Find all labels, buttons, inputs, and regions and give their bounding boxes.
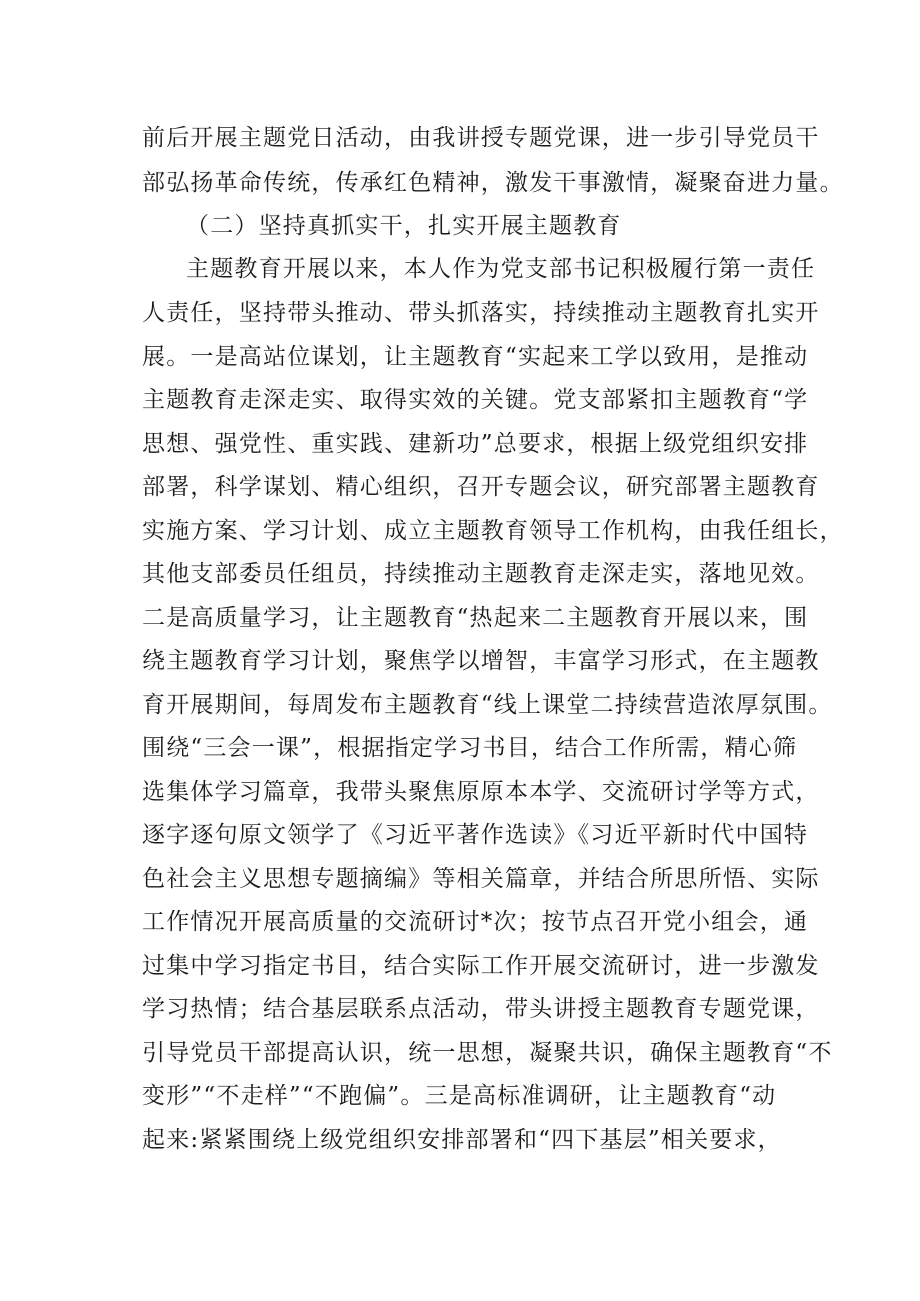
text-line: 部署，科学谋划、精心组织，召开专题会议，研究部署主题教育 [142,474,820,500]
text-line: 过集中学习指定书目，结合实际工作开展交流研讨，进一步激发 [142,953,820,979]
text-line: 主题教育走深走实、取得实效的关键。党支部紧扣主题教育“学 [142,387,809,413]
text-line: 变形”“不走样”“不跑偏”。三是高标准调研，让主题教育“动 [142,1083,777,1109]
text-line: 育开展期间，每周发布主题教育“线上课堂二持续营造浓厚氛围。 [142,692,833,718]
text-line: 展。一是高站位谋划，让主题教育“实起来工学以致用，是推动 [142,344,809,370]
text-line: 部弘扬革命传统，传承红色精神，激发干事激情，凝聚奋进力量。 [142,170,844,196]
paragraph-first-line: 主题教育开展以来，本人作为党支部书记积极履行第一责任 [186,256,816,282]
text-line: 引导党员干部提高认识，统一思想，凝聚共识，确保主题教育“不 [142,1040,833,1066]
text-line: 其他支部委员任组员，持续推动主题教育走深走实，落地见效。 [142,561,820,587]
section-heading: （二）坚持真抓实干，扎实开展主题教育 [186,213,622,239]
text-line: 工作情况开展高质量的交流研讨*次；按节点召开党小组会，通 [142,909,809,935]
text-line: 逐字逐句原文领学了《习近平著作选读》《习近平新时代中国特 [142,822,809,848]
text-line: 学习热情；结合基层联系点活动，带头讲授主题教育专题党课， [142,996,820,1022]
text-line: 二是高质量学习，让主题教育“热起来二主题教育开展以来，围 [142,605,809,631]
text-line: 围绕“三会一课”，根据指定学习书目，结合工作所需，精心筛 [142,735,798,761]
text-line: 绕主题教育学习计划，聚焦学以增智，丰富学习形式，在主题教 [142,648,820,674]
text-line: 选集体学习篇章，我带头聚焦原原本本学、交流研讨学等方式， [142,779,820,805]
text-line: 思想、强党性、重实践、建新功”总要求，根据上级党组织安排 [142,431,809,457]
text-line: 实施方案、学习计划、成立主题教育领导工作机构，由我任组长， [142,518,844,544]
text-line: 前后开展主题党日活动，由我讲授专题党课，进一步引导党员干 [142,125,820,151]
text-line: 人责任，坚持带头推动、带头抓落实，持续推动主题教育扎实开 [142,300,820,326]
text-line: 起来:紧紧围绕上级党组织安排部署和“四下基层”相关要求， [142,1127,782,1153]
text-line: 色社会主义思想专题摘编》等相关篇章，并结合所思所悟、实际 [142,866,820,892]
